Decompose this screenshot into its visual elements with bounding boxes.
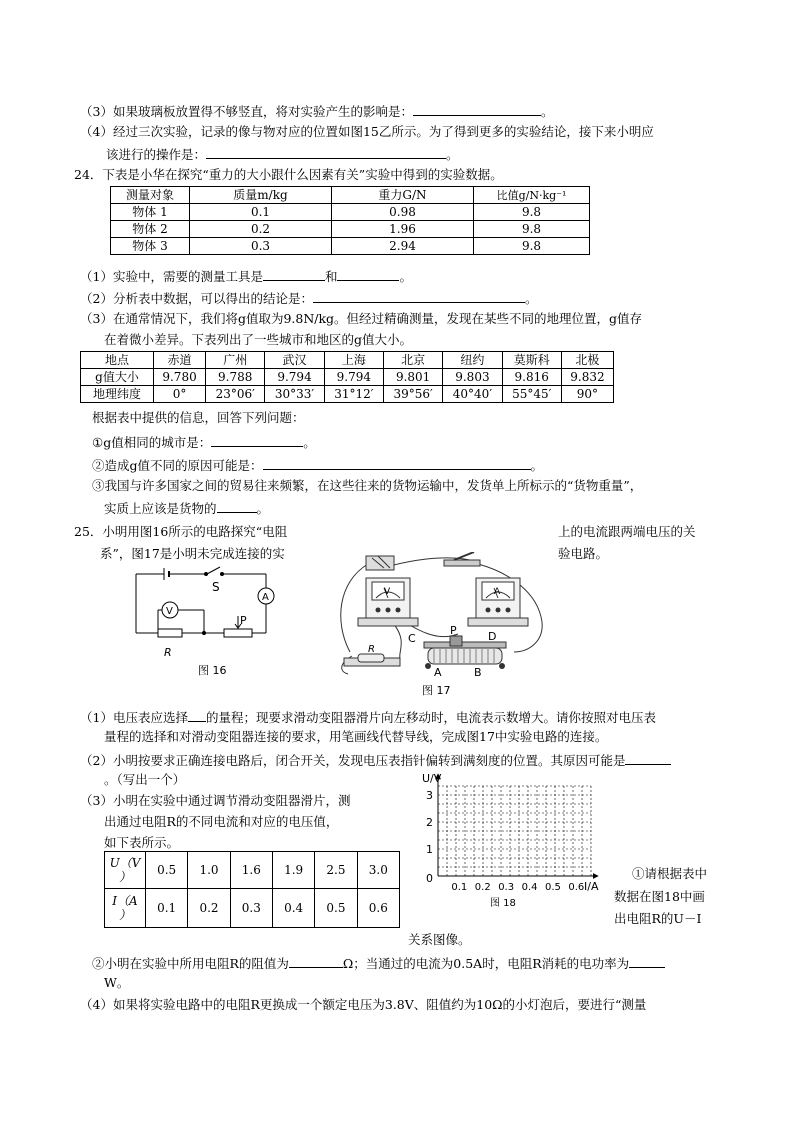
q25-side-b: 数据在图18中画: [614, 889, 705, 904]
figure-16-circuit: [128, 564, 294, 680]
label-C: C: [408, 632, 416, 645]
label-P: P: [240, 614, 247, 627]
x-tick-labels: [451, 882, 584, 893]
q25-sub2-line2: W。: [104, 975, 130, 990]
q24-item3-line1: （3）在通常情况下，我们将g值取为9.8N/kg。但经过精确测量，发现在某些不同的地理位置，g值存: [80, 311, 643, 326]
y-tick-label: 2: [426, 816, 433, 829]
q24-item1: （1）实验中，需要的测量工具是 和 。: [80, 269, 412, 284]
q24-intro: 24．下表是小华在探究“重力的大小跟什么因素有关”实验中得到的实验数据。: [74, 167, 503, 182]
resistor-label: R: [368, 644, 375, 655]
y-tick-label: 1: [426, 843, 433, 856]
table-row: 地点 赤道 广州 武汉 上海 北京 纽约 莫斯科 北极: [81, 352, 614, 369]
battery-box: [366, 556, 394, 570]
q24-sub1: ①g值相同的城市是： 。: [92, 435, 316, 450]
x-tick-label: 0.3: [498, 882, 515, 893]
x-axis-label: I/A: [584, 880, 599, 893]
table-header: 比值g/N·kg⁻¹: [474, 187, 590, 204]
y-axis-label: U/V: [422, 772, 442, 785]
x-tick-label: 0.6: [568, 882, 585, 893]
figure-17-apparatus: [328, 552, 554, 698]
q23-item4-line1: （4）经过三次实验，记录的像与物对应的位置如图15乙所示。为了得到更多的实验结论，接下来小明应: [80, 124, 654, 139]
origin-label: 0: [426, 872, 433, 885]
answer-blank[interactable]: [413, 102, 541, 116]
answer-blank[interactable]: [313, 289, 525, 303]
q23-item3: （3）如果玻璃板放置得不够竖直，将对实验产生的影响是： 。: [80, 104, 554, 119]
x-tick-label: 0.4: [521, 882, 538, 893]
table-row: g值大小 9.780 9.788 9.794 9.794 9.801 9.803 9.816 9.832: [81, 369, 614, 386]
q25-item3-line1: （3）小明在实验中通过调节滑动变阻器滑片，测: [80, 793, 351, 808]
table-row: U（V ） 0.5 1.0 1.6 1.9 2.5 3.0: [105, 852, 400, 889]
q24-item3-line2: 在着微小差异。下表列出了一些城市和地区的g值大小。: [104, 332, 413, 347]
q25-intro-a: 25．小明用图16所示的电路探究“电阻: [74, 524, 288, 539]
label-P: P: [450, 624, 457, 637]
ammeter-device: [468, 578, 528, 626]
wire: [392, 622, 401, 658]
resistor-symbol: [158, 629, 182, 637]
figure-17-caption: 图 17: [422, 684, 451, 697]
q25-side-c: 出电阻R的U－I: [614, 911, 702, 926]
q25-item1-line2: 量程的选择和对滑动变阻器连接的要求，用笔画线代替导线，完成图17中实验电路的连接。: [104, 729, 608, 744]
figure-16-caption: 图 16: [198, 664, 227, 677]
table-row: 地理纬度 0° 23°06′ 30°33′ 31°12′ 39°56′ 40°40′ 55°45′ 90°: [81, 386, 614, 403]
table-row: 物体 2 0.2 1.96 9.8: [111, 221, 590, 238]
q24-item2: （2）分析表中数据，可以得出的结论是： 。: [80, 291, 538, 306]
answer-blank[interactable]: [629, 954, 665, 968]
answer-blank[interactable]: [263, 456, 531, 470]
figure-18-graph: [418, 768, 608, 910]
q25-item2-line2: 。（写出一个）: [104, 772, 186, 787]
q24-sub3-line1: ③我国与许多国家之间的贸易往来频繁，在这些往来的货物运输中，发货单上所标示的“货物重量”，: [92, 478, 643, 493]
q25-sub2-line1: ②小明在实验中所用电阻R的阻值为 Ω；当通过的电流为0.5A时，电阻R消耗的电功率为: [92, 954, 665, 972]
grid: [438, 786, 591, 876]
answer-blank[interactable]: [188, 708, 206, 722]
wire: [341, 564, 368, 652]
label-B: B: [474, 666, 482, 679]
answer-blank[interactable]: [263, 267, 325, 281]
x-tick-label: 0.2: [474, 882, 491, 893]
q25-intro-d: 验电路。: [558, 546, 609, 561]
answer-blank[interactable]: [211, 433, 303, 447]
label-R: R: [164, 646, 172, 659]
q24-answer-intro: 根据表中提供的信息，回答下列问题：: [92, 410, 305, 425]
label-A: A: [262, 592, 269, 603]
y-tick-labels: [426, 789, 433, 856]
q25-item1-line1: （1）电压表应选择 的量程；现要求滑动变阻器滑片向左移动时，电流表示数增大。请你按照对电压表: [80, 710, 656, 725]
answer-blank[interactable]: [625, 751, 671, 765]
voltmeter-device: [358, 578, 418, 626]
answer-blank[interactable]: [206, 145, 446, 159]
q25-table3: [104, 851, 400, 928]
q25-side-d: 关系图像。: [408, 932, 471, 947]
q25-side-a: ①请根据表中: [632, 866, 708, 881]
q25-intro-b: 上的电流跟两端电压的关: [558, 524, 696, 539]
answer-blank[interactable]: [217, 499, 257, 513]
q25-intro-c: 系”，图17是小明未完成连接的实: [100, 546, 285, 561]
q23-item4-line2: 该进行的操作是： 。: [106, 147, 459, 162]
resistor-device: [344, 654, 400, 666]
table-row: 物体 3 0.3 2.94 9.8: [111, 238, 590, 255]
figure-18-caption: 图 18: [490, 898, 516, 909]
table-row: I（A ） 0.1 0.2 0.3 0.4 0.5 0.6: [105, 889, 400, 928]
q25-item2-line1: （2）小明按要求正确连接电路后，闭合开关，发现电压表指针偏转到满刻度的位置。其原因可能是: [80, 751, 671, 769]
y-tick-label: 3: [426, 789, 433, 802]
table-header: 重力G/N: [332, 187, 474, 204]
answer-blank[interactable]: [337, 267, 399, 281]
q24-table2: [80, 351, 614, 403]
q25-item3-line3: 如下表所示。: [104, 835, 180, 850]
label-A: A: [434, 666, 442, 679]
q25-item4: （4）如果将实验电路中的电阻R更换成一个额定电压为3.8V、阻值约为10Ω的小灯泡后，要进行“测量: [80, 997, 647, 1012]
table-row: 物体 1 0.1 0.98 9.8: [111, 204, 590, 221]
x-tick-label: 0.5: [545, 882, 561, 893]
table-header: 测量对象: [111, 187, 190, 204]
rheostat-symbol: [224, 629, 252, 637]
ammeter-label: A: [494, 587, 501, 597]
x-tick-label: 0.1: [451, 882, 468, 893]
q24-sub3-line2: 实质上应该是货物的 。: [104, 501, 270, 516]
q24-sub2: ②造成g值不同的原因可能是： 。: [92, 458, 544, 473]
label-V: V: [166, 606, 173, 617]
voltmeter-label: V: [384, 587, 391, 597]
switch-blade: [207, 567, 220, 574]
label-S: S: [212, 580, 220, 594]
q24-table1: [110, 186, 590, 255]
table-header: 质量m/kg: [190, 187, 332, 204]
q25-item3-line2: 出通过电阻R的不同电流和对应的电压值，: [104, 814, 339, 829]
label-D: D: [488, 630, 497, 643]
answer-blank[interactable]: [289, 954, 343, 968]
